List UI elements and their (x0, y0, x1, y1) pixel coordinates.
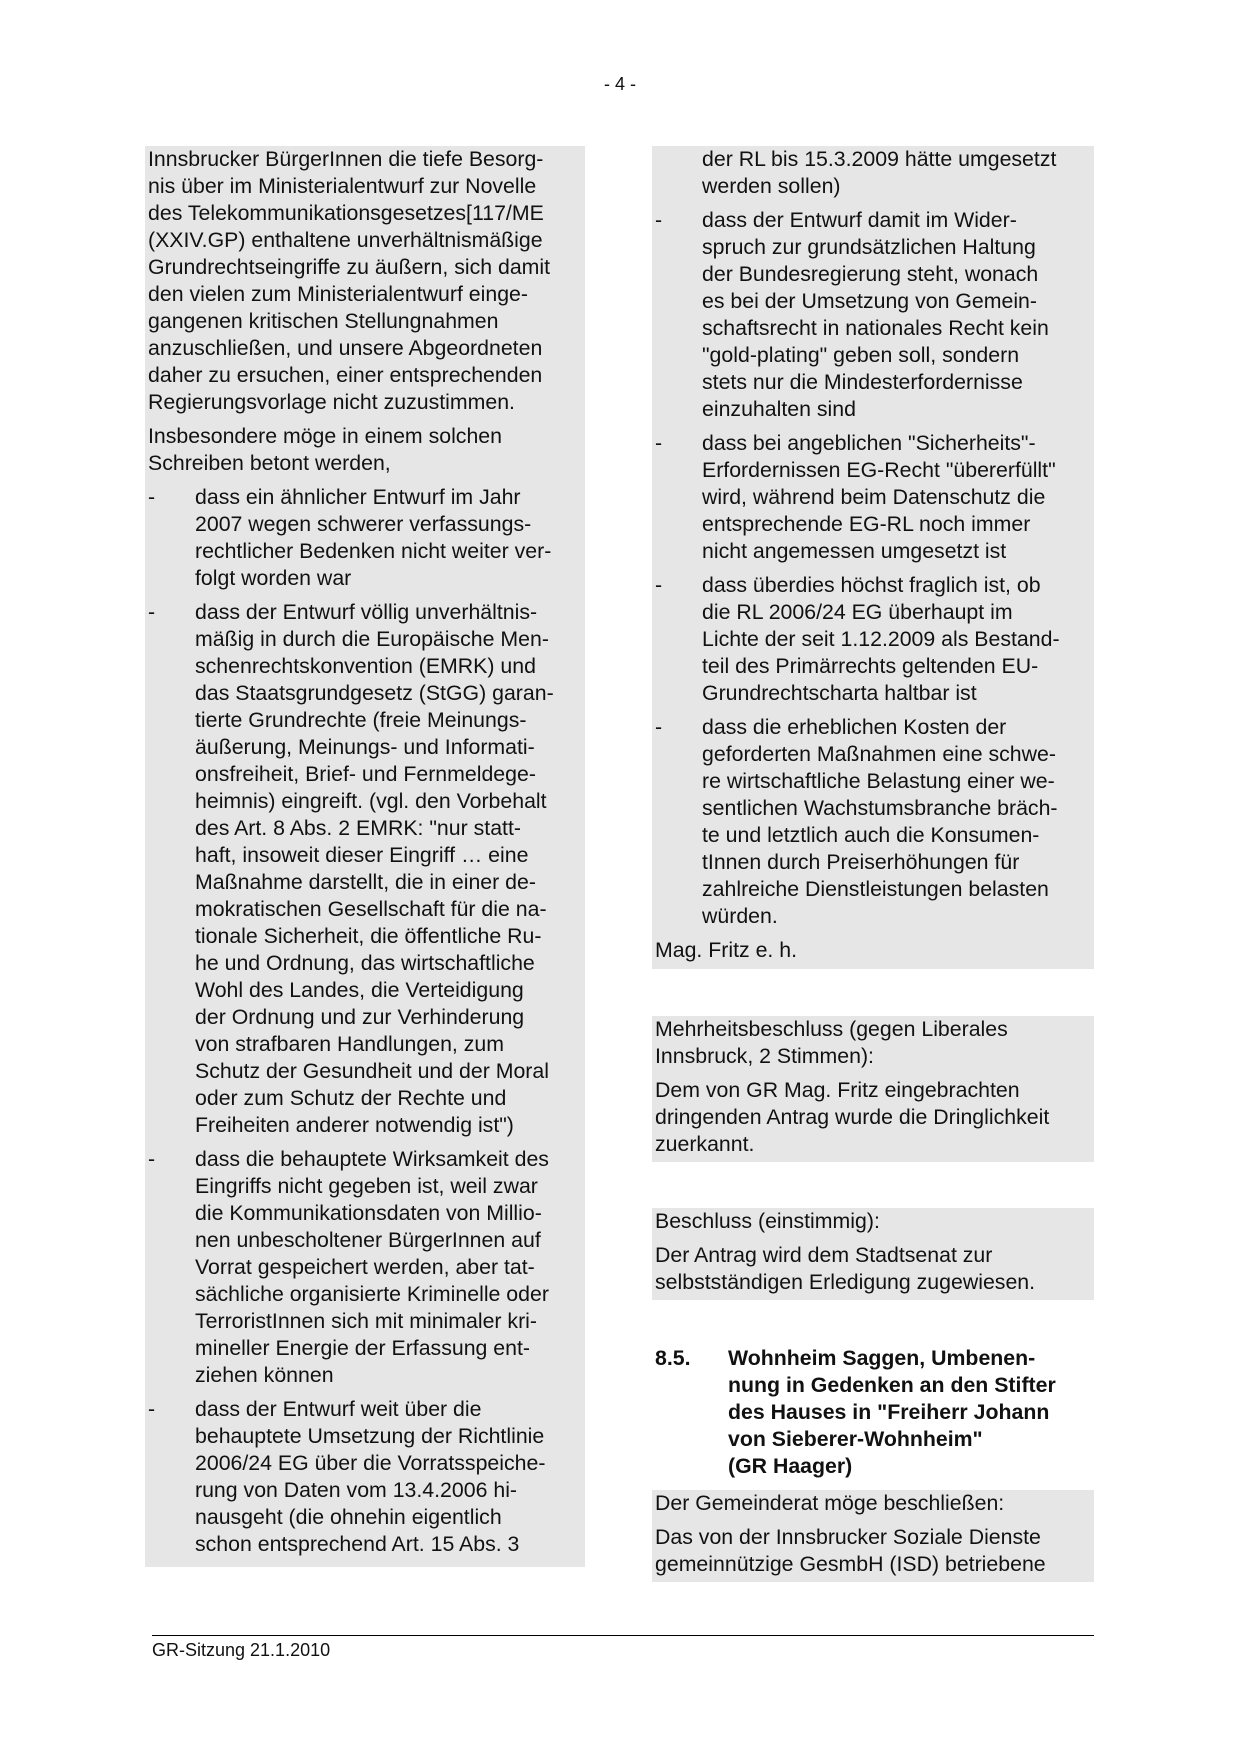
dash-marker: - (148, 485, 156, 509)
spacer (652, 200, 1091, 207)
text-line: spruch zur grundsätzlichen Haltung (702, 235, 1036, 259)
spacer (655, 930, 1091, 937)
decision-unanimous (652, 1208, 1094, 1300)
text-line: stets nur die Mindesterfordernisse (702, 370, 1023, 394)
text-line: das Staatsgrundgesetz (StGG) garan- (195, 681, 554, 705)
section-number: 8.5. (655, 1346, 691, 1370)
text-line: dass der Entwurf völlig unverhältnis- (195, 600, 538, 624)
list-item-text (195, 1396, 582, 1558)
text-line: "gold-plating" geben soll, sondern (702, 343, 1020, 367)
decision-title (655, 1016, 1091, 1070)
text-line: 2007 wegen schwerer verfassungs- (195, 512, 532, 536)
text-line: rung von Daten vom 13.4.2006 hi- (195, 1478, 518, 1502)
text-line: behauptete Umsetzung der Richtlinie (195, 1424, 545, 1448)
text-line: dringenden Antrag wurde die Dringlichkeit (655, 1105, 1050, 1129)
text-line: te und letztlich auch die Konsumen- (702, 823, 1040, 847)
spacer (145, 477, 582, 484)
text-line: sentlichen Wachstumsbranche bräch- (702, 796, 1058, 820)
spacer (655, 1235, 1091, 1242)
right-column (652, 146, 1094, 1582)
spacer (145, 1389, 582, 1396)
motion-intro (655, 1490, 1091, 1517)
text-line: tierte Grundrechte (freie Meinungs- (195, 708, 527, 732)
dash-list-item (652, 714, 1091, 930)
text-line: Wohnheim Saggen, Umbenen- (728, 1346, 1036, 1370)
text-line: zahlreiche Dienstleistungen belasten (702, 877, 1049, 901)
text-line: entsprechende EG-RL noch immer (702, 512, 1031, 536)
left-column (145, 146, 585, 1567)
decision-text (655, 1242, 1091, 1296)
text-line: re wirtschaftliche Belastung einer we- (702, 769, 1055, 793)
text-line: anzuschließen, und unsere Abgeordneten (148, 336, 543, 360)
continuation-text (655, 146, 1091, 200)
footer-divider (152, 1635, 1094, 1636)
list-item-text (195, 1146, 582, 1389)
text-line: haft, insoweit dieser Eingriff … eine (195, 843, 529, 867)
text-line: 2006/24 EG über die Vorratsspeiche- (195, 1451, 546, 1475)
text-line: dass bei angeblichen "Sicherheits"- (702, 431, 1036, 455)
dash-marker: - (655, 573, 663, 597)
text-line: der Ordnung und zur Verhinderung (195, 1005, 525, 1029)
text-line: gemeinnützige GesmbH (ISD) betriebene (655, 1552, 1046, 1576)
dash-marker: - (655, 715, 663, 739)
text-line: einzuhalten sind (702, 397, 856, 421)
text-line: nung in Gedenken an den Stifter (728, 1373, 1056, 1397)
text-line: TerroristInnen sich mit minimaler kri- (195, 1309, 537, 1333)
text-line: Mehrheitsbeschluss (gegen Liberales (655, 1017, 1008, 1041)
decision-text (655, 1077, 1091, 1158)
text-line: schaftsrecht in nationales Recht kein (702, 316, 1049, 340)
text-line: würden. (702, 904, 778, 928)
text-line: geforderten Maßnahmen eine schwe- (702, 742, 1056, 766)
dash-marker: - (655, 208, 663, 232)
spacer (652, 565, 1091, 572)
text-line: nis über im Ministerialentwurf zur Novelle (148, 174, 537, 198)
spacer (148, 416, 582, 423)
motion-text (655, 1524, 1091, 1578)
dash-list (652, 200, 1091, 930)
text-line: äußerung, Meinungs- und Informati- (195, 735, 535, 759)
spacer (652, 1300, 1094, 1345)
text-line: mokratischen Gesellschaft für die na- (195, 897, 547, 921)
text-line: dass überdies höchst fraglich ist, ob (702, 573, 1041, 597)
dash-list-item (145, 484, 582, 592)
text-line: des Telekommunikationsgesetzes[117/ME (148, 201, 544, 225)
text-line: der Bundesregierung steht, wonach (702, 262, 1039, 286)
text-line: Innsbruck, 2 Stimmen): (655, 1044, 874, 1068)
list-item-text (702, 430, 1091, 565)
text-line: onsfreiheit, Brief- und Fernmeldege- (195, 762, 536, 786)
signature: Mag. Fritz e. h. (655, 938, 798, 962)
text-line: sächliche organisierte Kriminelle oder (195, 1282, 549, 1306)
text-line: dass der Entwurf damit im Wider- (702, 208, 1017, 232)
page-number: - 4 - (603, 74, 636, 94)
text-line: Grundrechtseingriffe zu äußern, sich damit (148, 255, 551, 279)
text-line: folgt worden war (195, 566, 352, 590)
dash-list (145, 477, 582, 1558)
motion-continuation-block (652, 146, 1094, 969)
text-line: oder zum Schutz der Rechte und (195, 1086, 507, 1110)
list-item-text (702, 714, 1091, 930)
dash-list-item (652, 430, 1091, 565)
text-line: Vorrat gespeichert werden, aber tat- (195, 1255, 535, 1279)
list-item-text (702, 572, 1091, 707)
motion-request (652, 1490, 1094, 1582)
section-title (728, 1345, 1091, 1480)
dash-list-item (145, 1396, 582, 1558)
spacer (652, 423, 1091, 430)
text-line: des Art. 8 Abs. 2 EMRK: "nur statt- (195, 816, 521, 840)
list-item-text (195, 484, 582, 592)
text-line: dass der Entwurf weit über die (195, 1397, 482, 1421)
text-line: ziehen können (195, 1363, 334, 1387)
intro-paragraph (148, 146, 582, 416)
text-line: dass die erheblichen Kosten der (702, 715, 1007, 739)
text-line: Der Antrag wird dem Stadtsenat zur (655, 1243, 993, 1267)
text-line: die Kommunikationsdaten von Millio- (195, 1201, 542, 1225)
decision-majority (652, 1016, 1094, 1162)
text-line: nicht angemessen umgesetzt ist (702, 539, 1007, 563)
text-line: wird, während beim Datenschutz die (702, 485, 1046, 509)
text-line: von Sieberer-Wohnheim" (728, 1427, 983, 1451)
dash-list-item (145, 599, 582, 1139)
text-line: zuerkannt. (655, 1132, 755, 1156)
spacer (652, 1162, 1094, 1208)
text-line: des Hauses in "Freiherr Johann (728, 1400, 1050, 1424)
text-line: teil des Primärrechts geltenden EU- (702, 654, 1039, 678)
text-line: von strafbaren Handlungen, zum (195, 1032, 504, 1056)
text-line: tionale Sicherheit, die öffentliche Ru- (195, 924, 542, 948)
footer-text: GR-Sitzung 21.1.2010 (152, 1640, 331, 1660)
text-line: Schutz der Gesundheit und der Moral (195, 1059, 549, 1083)
emphasis-paragraph (148, 423, 582, 477)
text-line: he und Ordnung, das wirtschaftliche (195, 951, 535, 975)
spacer (145, 1139, 582, 1146)
dash-marker: - (148, 1397, 156, 1421)
text-line: Der Gemeinderat möge beschließen: (655, 1491, 1005, 1515)
text-line: daher zu ersuchen, einer entsprechenden (148, 363, 543, 387)
text-line: Dem von GR Mag. Fritz eingebrachten (655, 1078, 1020, 1102)
spacer (655, 1517, 1091, 1524)
dash-list-item (652, 572, 1091, 707)
text-line: es bei der Umsetzung von Gemein- (702, 289, 1037, 313)
text-line: gangenen kritischen Stellungnahmen (148, 309, 499, 333)
text-line: Grundrechtscharta haltbar ist (702, 681, 977, 705)
text-line: dass die behauptete Wirksamkeit des (195, 1147, 549, 1171)
text-line: die RL 2006/24 EG überhaupt im (702, 600, 1013, 624)
text-line: der RL bis 15.3.2009 hätte umgesetzt (702, 147, 1057, 171)
text-line: nen unbescholtener BürgerInnen auf (195, 1228, 541, 1252)
text-line: Beschluss (einstimmig): (655, 1209, 880, 1233)
dash-marker: - (148, 1147, 156, 1171)
list-item-text (702, 207, 1091, 423)
spacer (652, 1480, 1094, 1490)
text-line: Maßnahme darstellt, die in einer de- (195, 870, 536, 894)
dash-list-item (145, 1146, 582, 1389)
text-line: Regierungsvorlage nicht zuzustimmen. (148, 390, 515, 414)
spacer (145, 592, 582, 599)
motion-text-block (145, 146, 585, 1567)
text-line: mäßig in durch die Europäische Men- (195, 627, 549, 651)
text-line: den vielen zum Ministerialentwurf einge- (148, 282, 528, 306)
text-line: Erfordernissen EG-Recht "übererfüllt" (702, 458, 1056, 482)
list-item-text (195, 599, 582, 1139)
section-heading (652, 1345, 1094, 1480)
text-line: Eingriffs nicht gegeben ist, weil zwar (195, 1174, 538, 1198)
text-line: Insbesondere möge in einem solchen (148, 424, 502, 448)
text-line: Schreiben betont werden, (148, 451, 391, 475)
decision-title (655, 1208, 1091, 1235)
text-line: dass ein ähnlicher Entwurf im Jahr (195, 485, 521, 509)
text-line: Wohl des Landes, die Verteidigung (195, 978, 524, 1002)
text-line: Innsbrucker BürgerInnen die tiefe Besorg- (148, 147, 544, 171)
text-line: nausgeht (die ohnehin eigentlich (195, 1505, 502, 1529)
dash-marker: - (148, 600, 156, 624)
dash-list-item (652, 207, 1091, 423)
spacer (655, 1070, 1091, 1077)
spacer (652, 969, 1094, 1016)
text-line: (GR Haager) (728, 1454, 853, 1478)
text-line: schon entsprechend Art. 15 Abs. 3 (195, 1532, 520, 1556)
text-line: Freiheiten anderer notwendig ist") (195, 1113, 514, 1137)
text-line: Lichte der seit 1.12.2009 als Bestand- (702, 627, 1060, 651)
text-line: (XXIV.GP) enthaltene unverhältnismäßige (148, 228, 543, 252)
text-line: mineller Energie der Erfassung ent- (195, 1336, 530, 1360)
spacer (655, 1578, 1091, 1582)
text-line: schenrechtskonvention (EMRK) und (195, 654, 536, 678)
text-line: rechtlicher Bedenken nicht weiter ver- (195, 539, 552, 563)
spacer (148, 1558, 582, 1567)
text-line: tInnen durch Preiserhöhungen für (702, 850, 1020, 874)
text-line: selbstständigen Erledigung zugewiesen. (655, 1270, 1036, 1294)
text-line: heimnis) eingreift. (vgl. den Vorbehalt (195, 789, 547, 813)
spacer (652, 707, 1091, 714)
text-line: werden sollen) (702, 174, 841, 198)
dash-marker: - (655, 431, 663, 455)
text-line: Das von der Innsbrucker Soziale Dienste (655, 1525, 1041, 1549)
